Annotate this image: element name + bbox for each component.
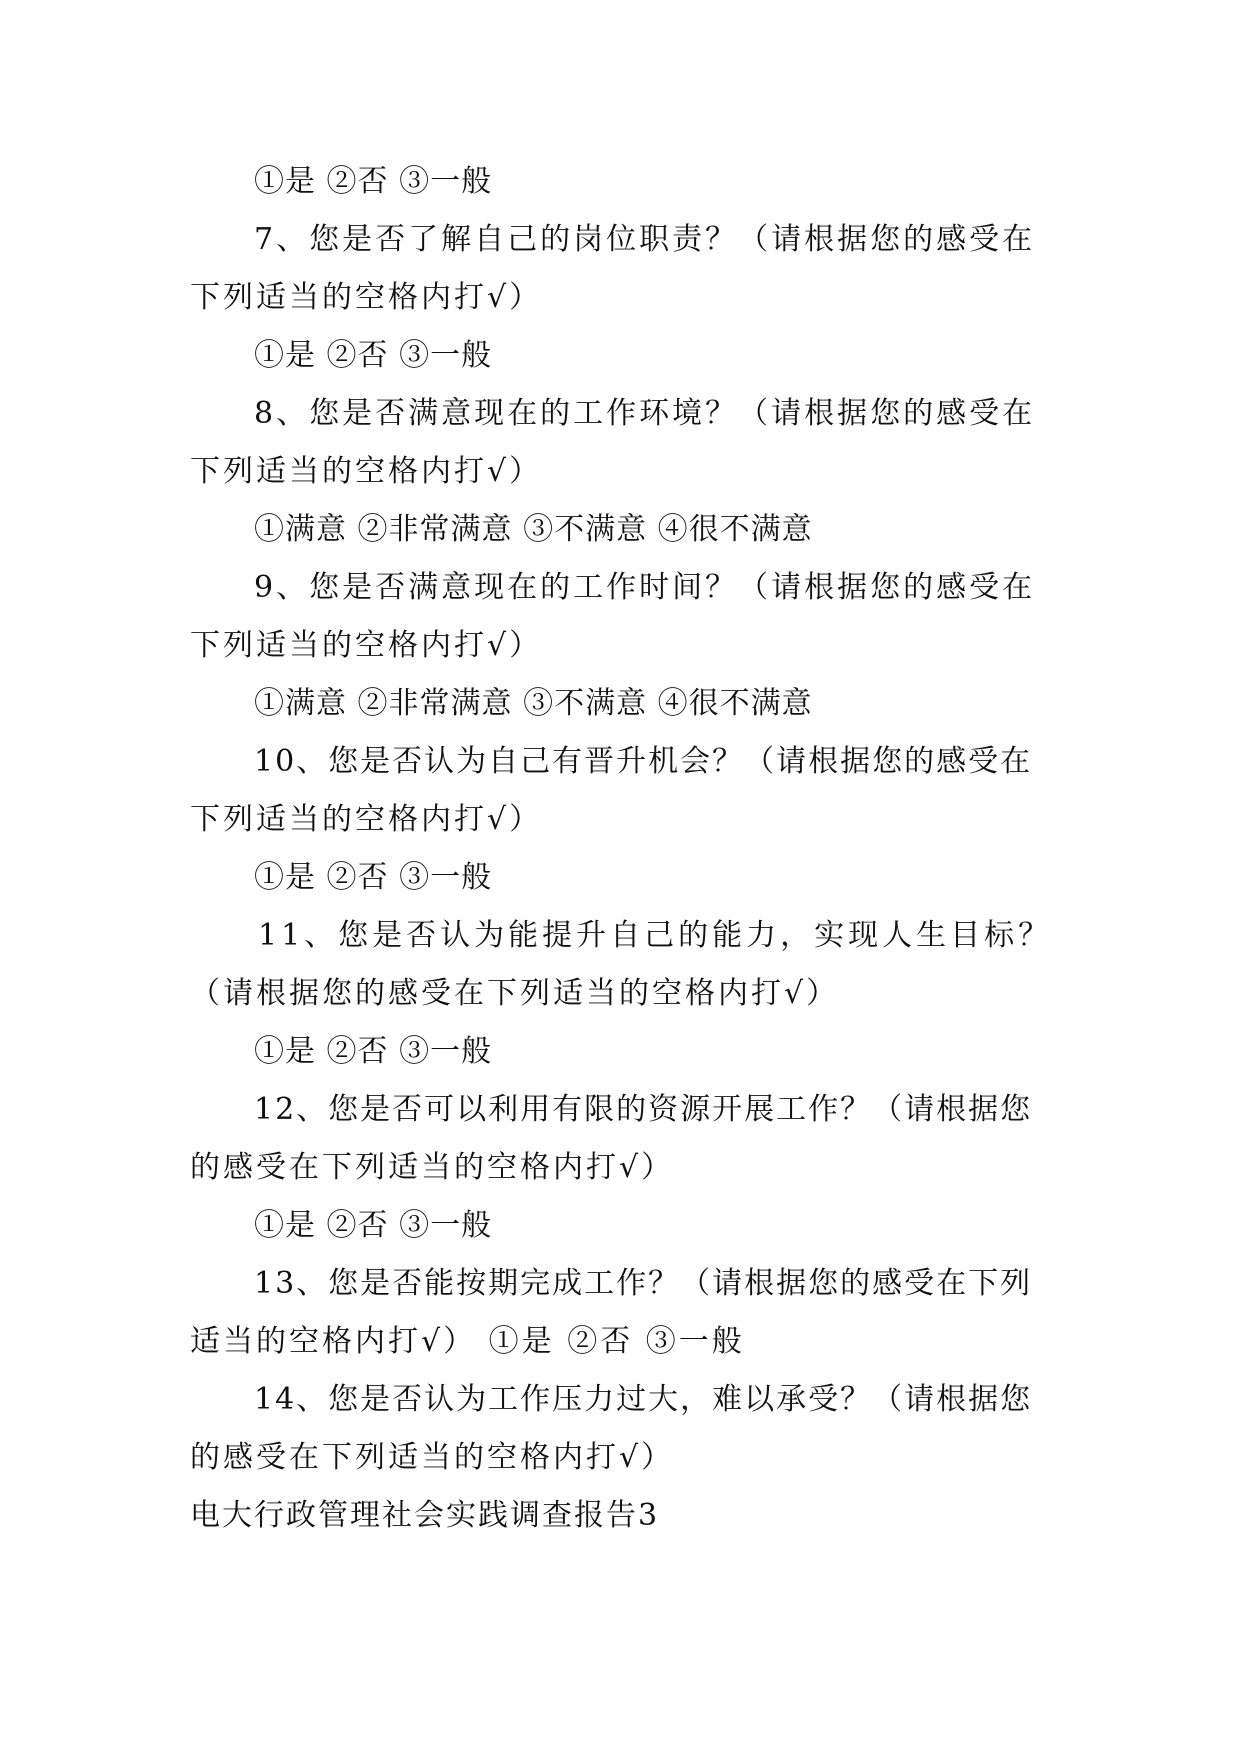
q9-options: ①满意 ②非常满意 ③不满意 ④很不满意: [254, 686, 813, 721]
q9-text-cont: 下列适当的空格内打√）: [190, 628, 543, 663]
q13-text: 13、您是否能按期完成工作？（请根据您的感受在下列: [254, 1266, 1033, 1301]
q7-text-cont: 下列适当的空格内打√）: [190, 280, 543, 315]
q10-text: 10、您是否认为自己有晋升机会？（请根据您的感受在: [254, 744, 1033, 779]
q11-options: ①是 ②否 ③一般: [254, 1034, 493, 1069]
q13-text-cont: 适当的空格内打√） ①是 ②否 ③一般: [190, 1324, 745, 1359]
q7-options: ①是 ②否 ③一般: [254, 338, 493, 373]
section-heading: 电大行政管理社会实践调查报告3: [190, 1498, 660, 1533]
q12-text-cont: 的感受在下列适当的空格内打√）: [190, 1150, 675, 1185]
q6-options: ①是 ②否 ③一般: [254, 164, 493, 199]
q9-text: 9、您是否满意现在的工作时间？（请根据您的感受在: [254, 570, 1036, 605]
q11-text: 11、您是否认为能提升自己的能力，实现人生目标？: [258, 918, 1053, 953]
q12-text: 12、您是否可以利用有限的资源开展工作？（请根据您: [254, 1092, 1033, 1127]
q10-options: ①是 ②否 ③一般: [254, 860, 493, 895]
q14-text-cont: 的感受在下列适当的空格内打√）: [190, 1440, 675, 1475]
q8-options: ①满意 ②非常满意 ③不满意 ④很不满意: [254, 512, 813, 547]
q12-options: ①是 ②否 ③一般: [254, 1208, 493, 1243]
q14-text: 14、您是否认为工作压力过大，难以承受？（请根据您: [254, 1382, 1033, 1417]
q10-text-cont: 下列适当的空格内打√）: [190, 802, 543, 837]
q7-text: 7、您是否了解自己的岗位职责？（请根据您的感受在: [254, 222, 1036, 257]
q11-text-cont: （请根据您的感受在下列适当的空格内打√）: [190, 976, 840, 1011]
q8-text: 8、您是否满意现在的工作环境？（请根据您的感受在: [254, 396, 1036, 431]
q8-text-cont: 下列适当的空格内打√）: [190, 454, 543, 489]
